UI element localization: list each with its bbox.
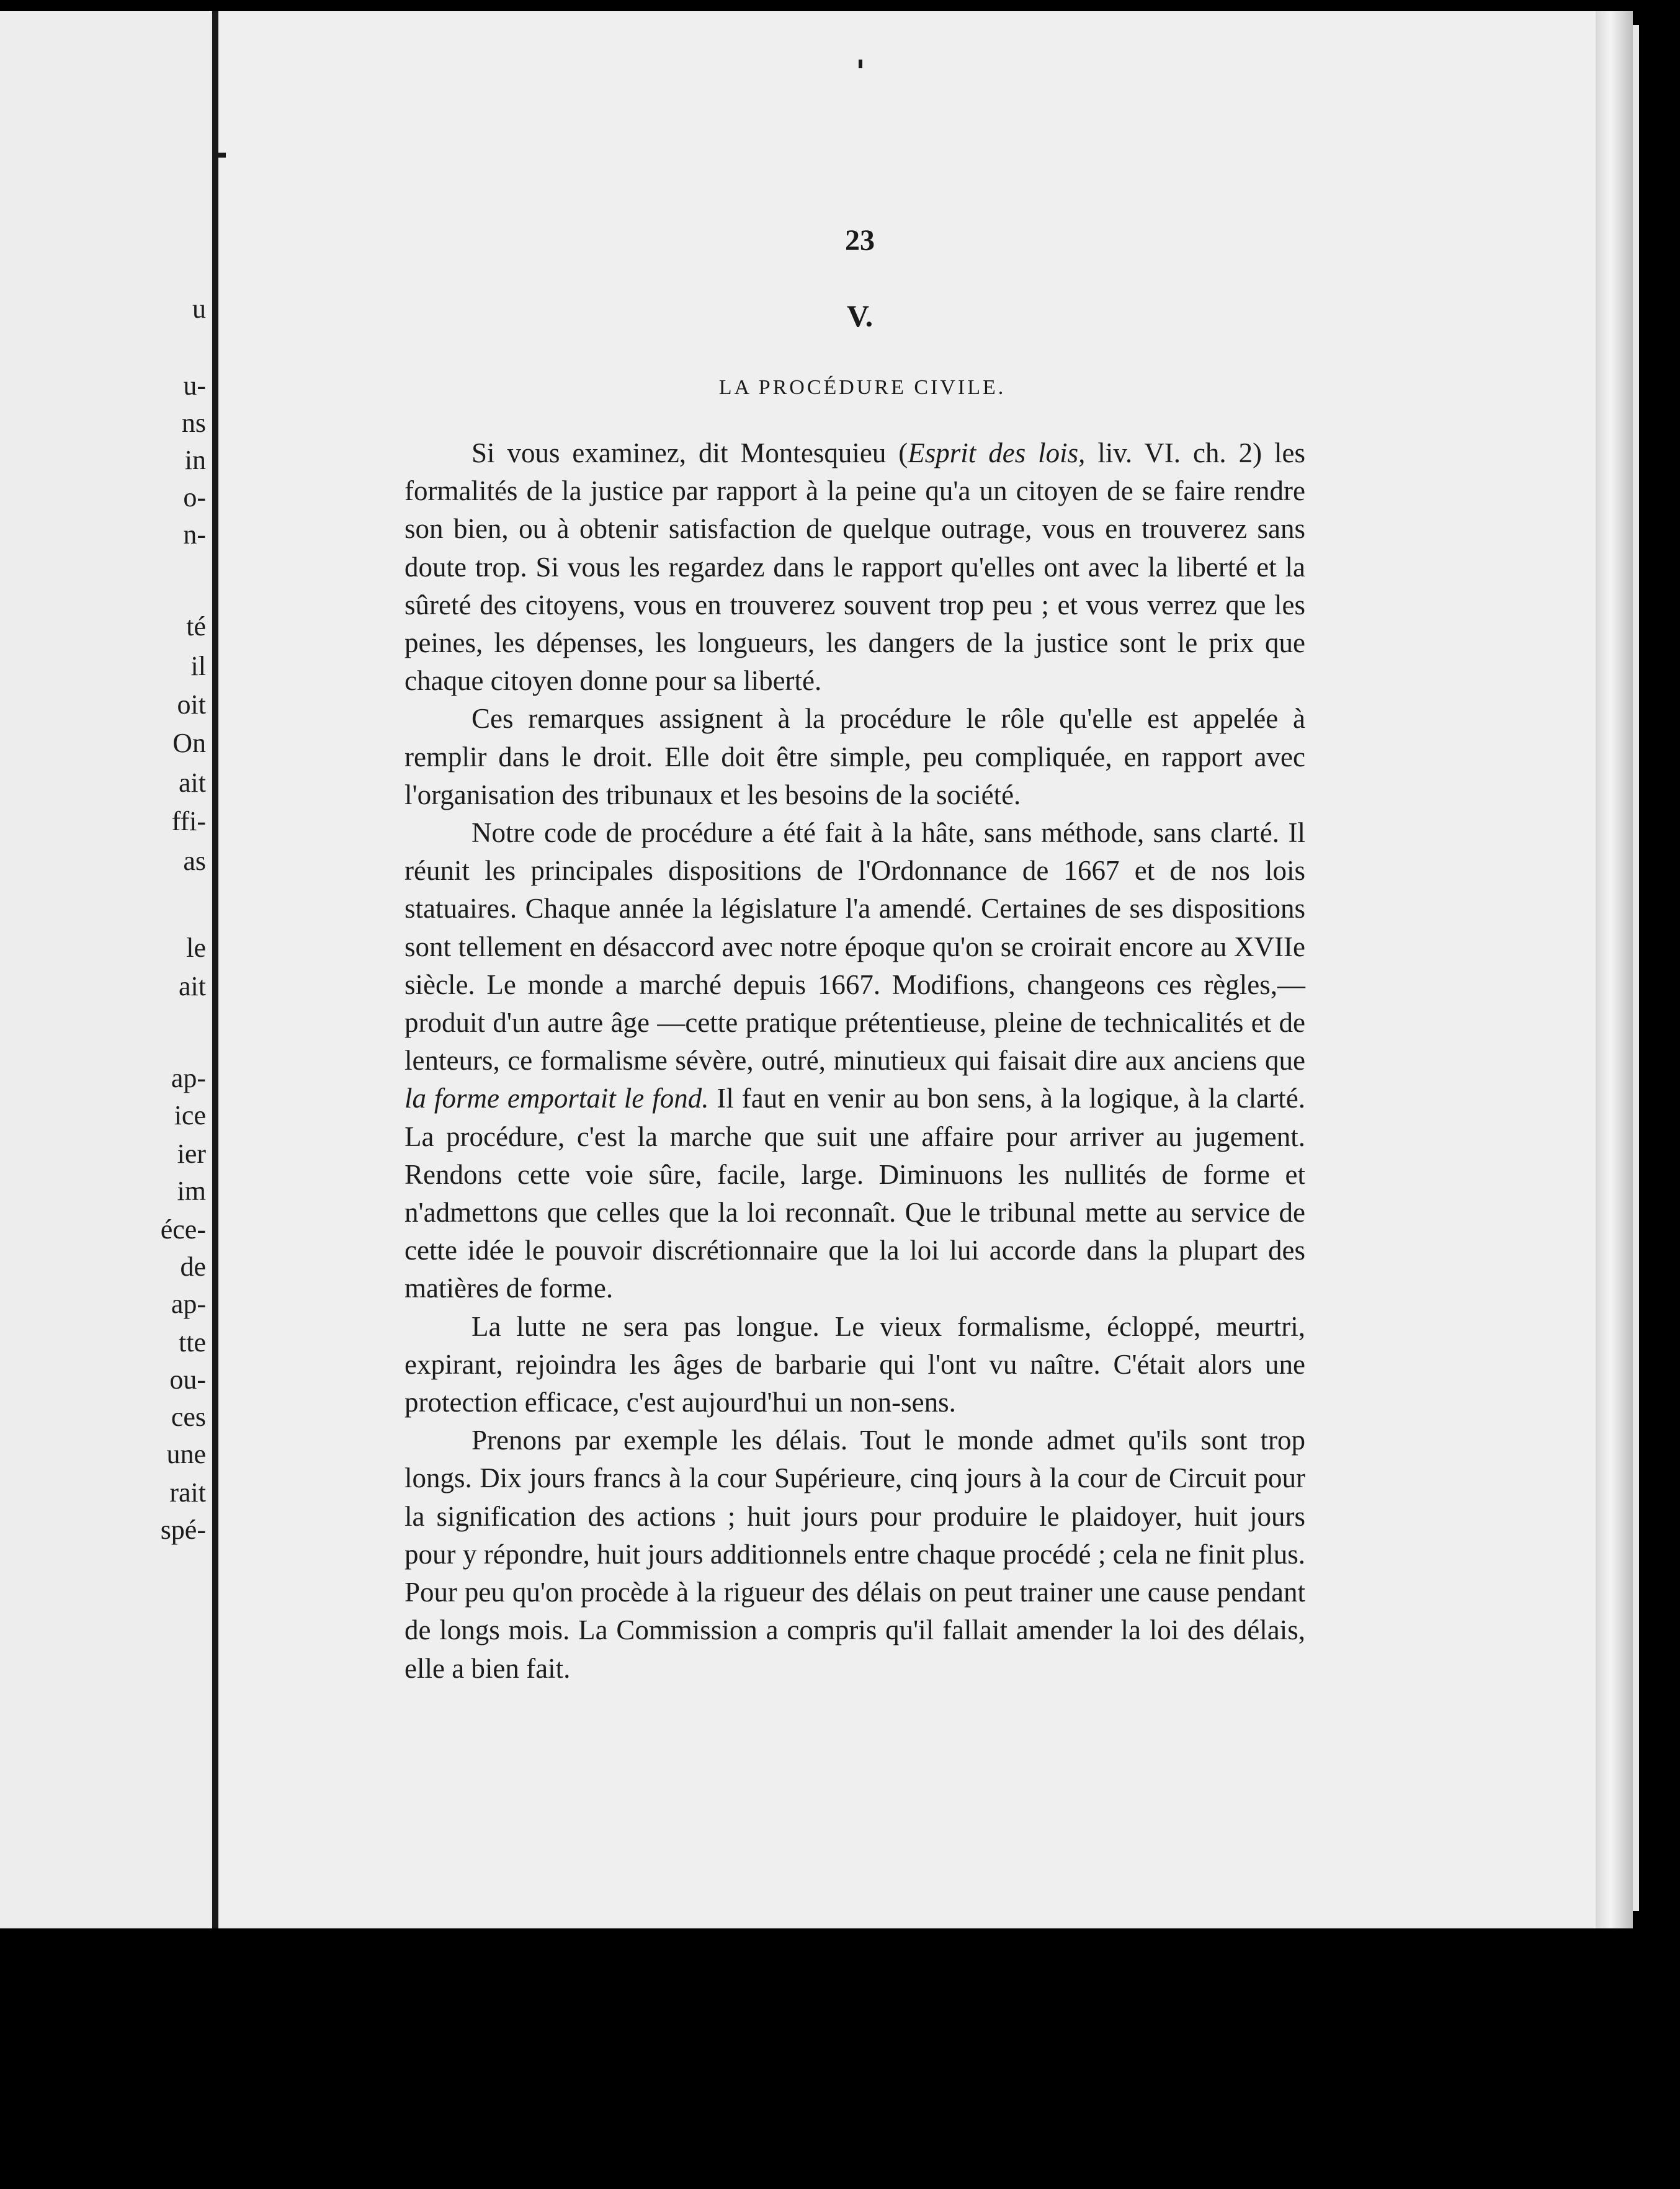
paragraph [404,1308,1305,1422]
left-page-fragment: de [180,1251,206,1282]
left-page-fragment: n- [183,519,206,550]
page-edge [1633,25,1639,1911]
left-page-fragment: u- [183,370,206,401]
left-page-fragment: as [183,846,206,876]
left-page-fragment: u [192,293,206,324]
book-gutter [212,11,218,1928]
paragraph-text: Prenons par exemple les délais. Tout le monde admet qu'ils sont trop longs. Dix jours francs à la cour Supérieure, cinq jours à la cour de Circuit pour la signification des actions ; huit jours pour produire le plaidoyer, huit jours pour y répondre, huit jours additionnels entre chaque procédé ; cela ne finit plus. Pour peu qu'on procède à la rigueur des délais on peut trainer une cause pendant de longs mois. La Commission a compris qu'il fallait amender la loi des délais, elle a bien fait. [404,1425,1305,1684]
left-page-fragment: ier [177,1139,206,1169]
left-page-fragment: té [186,611,206,642]
paragraph-text: liv. VI. ch. 2) les formalités de la justice par rapport à la peine qu'a un citoyen de se faire rendre son bien, ou à obtenir satisfaction de quelque outrage, vous en trouverez sans doute trop. Si vous les regardez dans le rapport qu'elles ont avec la liberté et la sûreté des citoyens, vous en trouverez souvent trop peu ; et vous verrez que les peines, les dépenses, les longueurs, les dangers de la justice sont le prix que chaque citoyen donne pour sa liberté. [404,437,1305,697]
paragraph-text: Notre code de procédure a été fait à la hâte, sans méthode, sans clarté. Il réunit les principales dispositions de l'Ordonnance de 1667 et de nos lois statuaires. Chaque année la législature l'a amendé. Certaines de ses dispositions sont tellement en désaccord avec notre époque qu'on se croirait encore au XVIIe siècle. Le monde a marché depuis 1667. Modifions, changeons ces règles,—produit d'un autre âge —cette pratique prétentieuse, pleine de technicalités et de lenteurs, ce formalisme sévère, outré, minutieux qui faisait dire aux anciens que [404,817,1305,1077]
paragraph-text: Ces remarques assignent à la procédure le rôle qu'elle est appelée à remplir dans le droit. Elle doit être simple, peu compliquée, en rapport avec l'organisation des tribunaux et les besoins de la société. [404,703,1305,810]
paragraph [404,814,1305,1308]
left-page-fragment: ait [179,768,206,798]
left-page-fragment: oit [177,689,206,720]
paragraph-text: La lutte ne sera pas longue. Le vieux formalisme, écloppé, meurtri, expirant, rejoindra les âges de barbarie qui l'ont vu naître. C'était alors une protection efficace, c'est aujourd'hui un non-sens. [404,1310,1305,1418]
gutter-mark [218,153,226,158]
left-page-fragment: ait [179,971,206,1001]
left-page-fragment: éce- [160,1214,206,1245]
left-facing-page [0,11,216,1928]
paragraph-text: Il faut en venir au bon sens, à la logique, à la clarté. La procédure, c'est la marche que suit une affaire pour arriver au jugement. Rendons cette voie sûre, facile, large. Diminuons les nullités de forme et n'admettons que celles que la loi reconnaît. Que le tribunal mette au service de cette idée le pouvoir discrétionnaire que la loi lui accorde dans la plupart des matières de forme. [404,1083,1305,1304]
left-page-fragment: o- [183,482,206,513]
left-page-fragment: il [190,651,206,681]
left-page-fragment: rait [169,1477,206,1508]
paragraph-italic: Esprit des lois, [908,437,1086,468]
left-page-fragment: On [172,728,206,758]
paragraph-text: Si vous examinez, dit Montesquieu ( [471,437,908,468]
left-page-fragment: le [186,933,206,963]
body-text [404,434,1305,1688]
ink-speck [859,60,862,68]
left-page-fragment: ou- [169,1364,206,1395]
left-page-fragment: tte [179,1327,206,1358]
page-number: 23 [845,224,875,257]
left-page-fragment: une [166,1439,206,1469]
left-page-fragment: ap- [171,1063,206,1093]
section-title: LA PROCÉDURE CIVILE. [718,376,1006,399]
left-page-fragment: ice [174,1100,206,1130]
left-page-fragment: im [177,1176,206,1206]
left-page-fragment: spé- [160,1515,206,1545]
left-page-fragment: ffi- [171,806,206,836]
left-page-fragment: ap- [171,1289,206,1319]
page-edge [1596,11,1633,1928]
left-page-fragment: ces [171,1402,206,1432]
section-numeral: V. [846,298,874,333]
paragraph [404,700,1305,814]
paragraph [404,1421,1305,1687]
left-page-fragment: in [184,445,206,475]
paragraph [404,434,1305,700]
left-page-fragment: ns [181,408,206,438]
paragraph-italic: la forme emportait le fond. [404,1083,709,1114]
